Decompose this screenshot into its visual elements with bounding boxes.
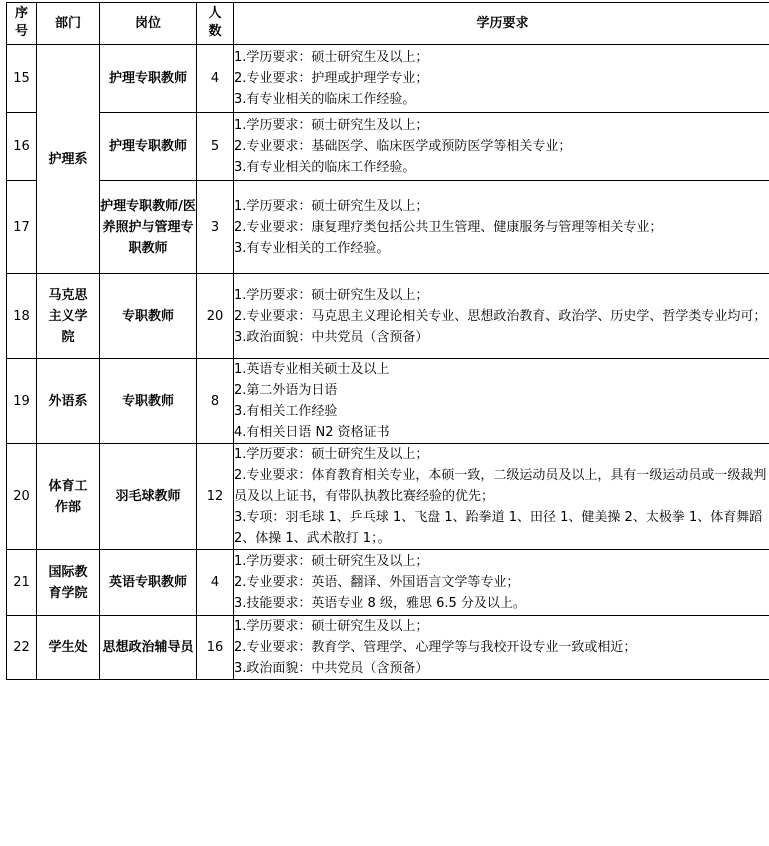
dept-cell: 外语系 bbox=[37, 359, 100, 444]
table-row bbox=[7, 444, 769, 550]
requirement-cell bbox=[234, 616, 769, 680]
requirement-line: 4.有相关日语 N2 资格证书 bbox=[234, 425, 390, 440]
requirement-line: 1.学历要求：硕士研究生及以上； bbox=[234, 554, 429, 569]
header-dept: 部门 bbox=[37, 3, 100, 45]
header-row bbox=[7, 3, 769, 45]
position-cell: 思想政治辅导员 bbox=[100, 616, 197, 680]
requirement-cell bbox=[234, 444, 769, 550]
position-cell: 护理专职教师 bbox=[100, 45, 197, 113]
requirement-line: 2.专业要求：护理或护理学专业； bbox=[234, 71, 429, 86]
requirement-line: 1.学历要求：硕士研究生及以上； bbox=[234, 287, 429, 303]
dept-cell: 学生处 bbox=[37, 616, 100, 680]
count-cell: 20 bbox=[197, 274, 234, 359]
count-cell: 3 bbox=[197, 181, 234, 274]
row-number: 20 bbox=[7, 444, 37, 550]
requirement-cell bbox=[234, 359, 769, 444]
requirement-line: 2.专业要求：英语、翻译、外国语言文学等专业； bbox=[234, 575, 520, 590]
row-number: 15 bbox=[7, 45, 37, 113]
table-row bbox=[7, 359, 769, 444]
header-no: 序号 bbox=[7, 3, 37, 45]
requirement-line: 3.政治面貌：中共党员（含预备） bbox=[234, 329, 429, 345]
position-cell: 专职教师 bbox=[100, 274, 197, 359]
row-number: 17 bbox=[7, 181, 37, 274]
position-cell: 护理专职教师/医养照护与管理专职教师 bbox=[100, 181, 197, 274]
position-cell: 英语专职教师 bbox=[100, 550, 197, 616]
header-count: 人数 bbox=[197, 3, 234, 45]
dept-cell: 护理系 bbox=[37, 45, 100, 274]
position-cell: 专职教师 bbox=[100, 359, 197, 444]
requirement-line: 3.技能要求：英语专业 8 级，雅思 6.5 分及以上。 bbox=[234, 596, 526, 611]
requirement-cell bbox=[234, 274, 769, 359]
table-row bbox=[7, 45, 769, 113]
requirement-line: 1.学历要求：硕士研究生及以上； bbox=[234, 118, 429, 133]
requirement-line: 2.专业要求：体育教育相关专业，本硕一致，二级运动员及以上，具有一级运动员或一级裁判员及以上证书，有带队执教比赛经验的优先； bbox=[234, 468, 767, 504]
table-row bbox=[7, 113, 769, 181]
count-cell: 4 bbox=[197, 45, 234, 113]
row-number: 19 bbox=[7, 359, 37, 444]
table-row bbox=[7, 550, 769, 616]
requirement-line: 1.学历要求：硕士研究生及以上； bbox=[234, 447, 429, 462]
requirement-line: 2.专业要求：马克思主义理论相关专业、思想政治教育、政治学、历史学、哲学类专业均可； bbox=[234, 308, 767, 324]
count-cell: 5 bbox=[197, 113, 234, 181]
requirement-line: 2.专业要求：基础医学、临床医学或预防医学等相关专业； bbox=[234, 139, 572, 154]
requirement-line: 1.英语专业相关硕士及以上 bbox=[234, 362, 390, 377]
requirement-cell bbox=[234, 181, 769, 274]
count-cell: 12 bbox=[197, 444, 234, 550]
requirement-line: 1.学历要求：硕士研究生及以上； bbox=[234, 198, 429, 214]
requirement-line: 1.学历要求：硕士研究生及以上； bbox=[234, 50, 429, 65]
requirement-line: 2.专业要求：康复理疗类包括公共卫生管理、健康服务与管理等相关专业； bbox=[234, 219, 663, 235]
table-row bbox=[7, 616, 769, 680]
requirement-cell bbox=[234, 113, 769, 181]
dept-cell: 国际教育学院 bbox=[37, 550, 100, 616]
position-cell: 护理专职教师 bbox=[100, 113, 197, 181]
header-position: 岗位 bbox=[100, 3, 197, 45]
recruitment-table bbox=[6, 2, 769, 680]
requirement-line: 2.专业要求：教育学、管理学、心理学等与我校开设专业一致或相近； bbox=[234, 640, 637, 655]
count-cell: 8 bbox=[197, 359, 234, 444]
row-number: 21 bbox=[7, 550, 37, 616]
requirement-line: 3.有专业相关的工作经验。 bbox=[234, 240, 390, 256]
dept-cell: 马克思主义学院 bbox=[37, 274, 100, 359]
requirement-cell bbox=[234, 45, 769, 113]
position-cell: 羽毛球教师 bbox=[100, 444, 197, 550]
header-requirement: 学历要求 bbox=[234, 3, 769, 45]
count-cell: 4 bbox=[197, 550, 234, 616]
row-number: 16 bbox=[7, 113, 37, 181]
row-number: 22 bbox=[7, 616, 37, 680]
requirement-line: 3.政治面貌：中共党员（含预备） bbox=[234, 661, 429, 676]
table-row bbox=[7, 181, 769, 274]
requirement-line: 2.第二外语为日语 bbox=[234, 383, 338, 398]
count-cell: 16 bbox=[197, 616, 234, 680]
table-row bbox=[7, 274, 769, 359]
requirement-line: 3.有专业相关的临床工作经验。 bbox=[234, 92, 416, 107]
requirement-line: 3.有相关工作经验 bbox=[234, 404, 338, 419]
requirement-line: 3.有专业相关的临床工作经验。 bbox=[234, 160, 416, 175]
requirement-cell bbox=[234, 550, 769, 616]
requirement-line: 3.专项：羽毛球 1、乒乓球 1、飞盘 1、跆拳道 1、田径 1、健美操 2、太极拳 1、体育舞蹈 2、体操 1、武术散打 1；。 bbox=[234, 510, 763, 546]
requirement-line: 1.学历要求：硕士研究生及以上； bbox=[234, 619, 429, 634]
dept-cell: 体育工作部 bbox=[37, 444, 100, 550]
row-number: 18 bbox=[7, 274, 37, 359]
